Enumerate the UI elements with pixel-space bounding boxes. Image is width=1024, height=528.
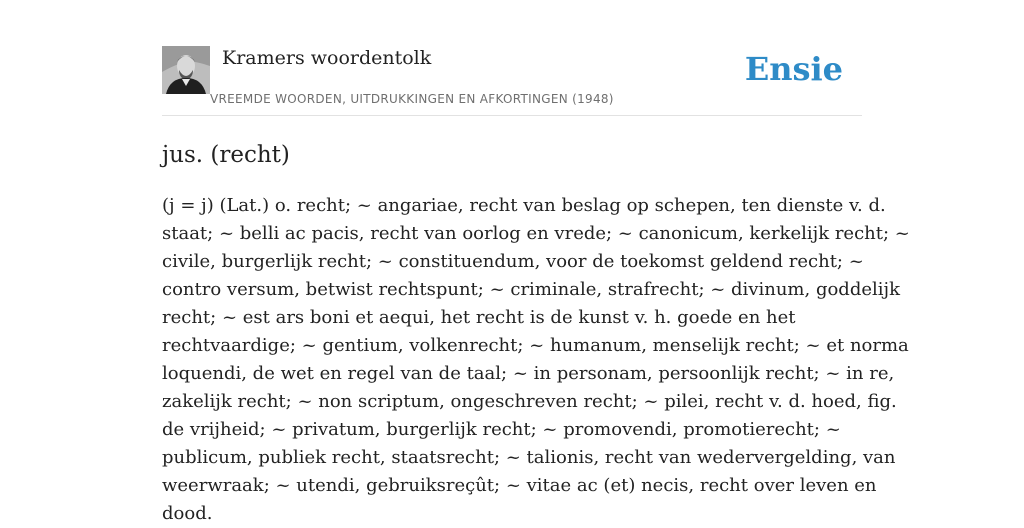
entry-definition — [162, 192, 910, 528]
definition-line: publicum, publiek recht, staatsrecht; ~ talionis, recht van wedervergelding, van — [162, 447, 896, 468]
definition-line: staat; ~ belli ac pacis, recht van oorlog en vrede; ~ canonicum, kerkelijk recht; ~ — [162, 223, 910, 244]
definition-line: recht; ~ est ars boni et aequi, het recht is de kunst v. h. goede en het — [162, 307, 796, 328]
author-portrait-icon[interactable] — [162, 46, 210, 94]
header-divider — [162, 115, 862, 116]
definition-line: loquendi, de wet en regel van de taal; ~ in personam, persoonlijk recht; ~ in re, — [162, 363, 895, 384]
definition-line: contro versum, betwist rechtspunt; ~ criminale, strafrecht; ~ divinum, goddelijk — [162, 279, 900, 300]
definition-line: (j = j) (Lat.) o. recht; ~ angariae, recht van beslag op schepen, ten dienste v. d. — [162, 195, 886, 216]
entry-title: jus. (recht) — [162, 142, 290, 168]
definition-line: de vrijheid; ~ privatum, burgerlijk recht; ~ promovendi, promotierecht; ~ — [162, 419, 841, 440]
definition-line: civile, burgerlijk recht; ~ constituendum, voor de toekomst geldend recht; ~ — [162, 251, 864, 272]
definition-line: dood. — [162, 503, 213, 524]
definition-line: zakelijk recht; ~ non scriptum, ongeschreven recht; ~ pilei, recht v. d. hoed, fig. — [162, 391, 897, 412]
book-title[interactable]: Kramers woordentolk — [222, 47, 432, 69]
definition-line: weerwraak; ~ utendi, gebruiksreçût; ~ vitae ac (et) necis, recht over leven en — [162, 475, 877, 496]
ensie-logo[interactable]: Ensie — [744, 50, 843, 88]
definition-line: rechtvaardige; ~ gentium, volkenrecht; ~ humanum, menselijk recht; ~ et norma — [162, 335, 909, 356]
book-subtitle: VREEMDE WOORDEN, UITDRUKKINGEN EN AFKORTINGEN (1948) — [210, 92, 614, 106]
